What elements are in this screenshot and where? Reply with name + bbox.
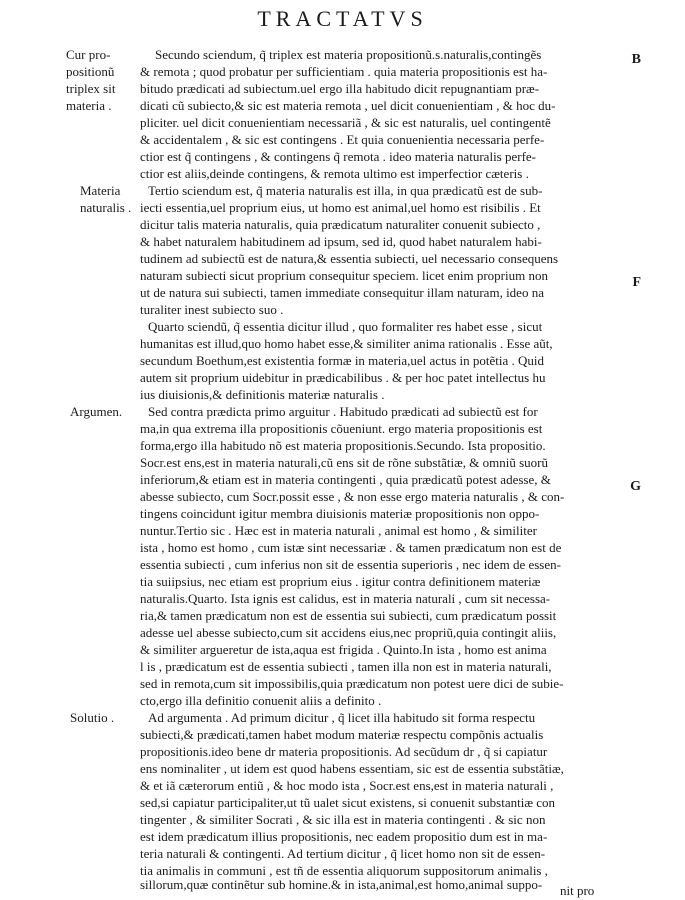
text-line: essentia subiecti , cum inferius non sit de essentia superioris , nec idem de essen-	[140, 557, 561, 572]
text-line: Quarto sciendũ, q̃ essentia dicitur illud , quo formaliter res habet esse , sicut	[148, 319, 543, 334]
text-line: subiecti,& prædicati,tamen habet modum materiæ respectu compõnis actualis	[140, 727, 544, 742]
text-line: & remota ; quod probatur per sufficientiam . quia materia propositionis est ha-	[140, 64, 548, 79]
text-line: Socr.est ens,est in materia naturali,cũ ens sit de rõne substãtiæ, & omniũ suorũ	[140, 455, 548, 470]
text-line: iecti essentia,uel proprium eius, ut homo est animal,uel homo est risibilis . Et	[140, 200, 541, 215]
text-line: tingenter , & similiter Socrati , & sic illa est in materia contingenti . & sic non	[140, 812, 546, 827]
text-line: Secundo sciendum, q̃ triplex est materia propositionũ.s.naturalis,contingẽs	[155, 47, 542, 62]
text-line: est idem prædicatum illius propositionis, nec eadem propositio dum est in ma-	[140, 829, 548, 844]
text-line: naturalis.Quarto. Ista ignis est calidus, est in materia naturali , cum sit necessa-	[140, 591, 551, 606]
running-header: TRACTATVS	[257, 6, 428, 31]
marginal-note-line: positionũ	[66, 64, 115, 79]
marginal-note-line: Materia	[80, 183, 121, 198]
text-line: inferiorum,& etiam est in materia contingenti , quia prædicatũ potest adesse, &	[140, 472, 551, 487]
text-line: ens nominaliter , ut idem est quod habens essentiam, sic est de essentia substãtiæ,	[140, 761, 564, 776]
text-line: adesse uel abesse subiecto,cum sit accidens eius,nec propriũ,quia contingit aliis,	[140, 625, 557, 640]
text-line: ista , homo est homo , cum istæ sint necessariæ . & tamen prædicatum non est de	[140, 540, 562, 555]
text-line: Ad argumenta . Ad primum dicitur , q̃ licet illa habitudo sit forma respectu	[148, 710, 536, 725]
text-line: Sed contra prædicta primo arguitur . Habitudo prædicati ad subiectũ est for	[148, 404, 538, 419]
text-line: bitudo prædicati ad subiectum.uel ergo illa habitudo dicit repugnantiam præ-	[140, 81, 540, 96]
text-line: ut de natura sui subiecti, tamen immediate consequitur illam naturam, ideo na	[140, 285, 544, 300]
text-line: pliciter. uel dicit conuenientiam necessariã , & sic est naturalis, uel contingentẽ	[140, 115, 551, 130]
margin-letter-b: B	[631, 52, 641, 67]
marginal-note-line: triplex sit	[66, 81, 116, 96]
marginal-note-line: naturalis .	[80, 200, 132, 215]
margin-letter-g: G	[630, 479, 641, 494]
text-line: naturam subiecti sicut proprium consequitur speciem. licet enim proprium non	[140, 268, 548, 283]
text-line: dicitur talis materia naturalis, quia prædicatum naturaliter conuenit subiecto ,	[140, 217, 541, 232]
text-line: & accidentalem , & sic est contingens . Et quia conuenientia necessaria perfe-	[140, 132, 545, 147]
text-line: ius diuisionis,& definitionis materiæ naturalis .	[140, 387, 385, 402]
text-line: dicati cũ subiecto,& sic est materia remota , uel dicit conuenientiam , & hoc du-	[140, 98, 556, 113]
text-line: Tertio sciendum est, q̃ materia naturalis est illa, in qua prædicatũ est de sub-	[148, 183, 543, 198]
marginal-note-line: Solutio .	[70, 710, 115, 725]
text-line: forma,ergo illa habitudo nõ est materia propositionis.Secundo. Ista propositio.	[140, 438, 546, 453]
text-line: abesse subiecto, cum Socr.possit esse , & non esse ergo materia naturalis , & con-	[140, 489, 565, 504]
marginal-note-line: Argumen.	[70, 404, 123, 419]
margin-letter-f: F	[632, 275, 641, 290]
catchword: nit pro	[560, 883, 595, 898]
text-line: sillorum,quæ continẽtur sub homine.& in ista,animal,est homo,animal suppo-	[140, 877, 543, 892]
text-line: nuntur.Tertio sic . Hæc est in materia naturali , animal est homo , & similiter	[140, 523, 537, 538]
text-line: teria naturali & contingenti. Ad tertium dicitur , q̃ licet homo non sit de essen-	[140, 846, 546, 861]
text-line: sed,si capiatur participaliter,ut tũ ualet sicut existens, si conuenit substantiæ con	[140, 795, 556, 810]
text-line: sed in remota,cum sit impossibilis,quia prædicatum non potest uere dici de subie-	[140, 676, 564, 691]
text-line: tudinem ad subiectũ est de natura,& essentia subiecti, uel necessario consequens	[140, 251, 559, 266]
text-line: propositionis.ideo bene dr materia propositionis. Ad secũdum dr , q̃ si capiatur	[140, 744, 548, 759]
text-line: & habet naturalem habitudinem ad ipsum, sed id, quod habet naturalem habi-	[140, 234, 542, 249]
text-line: ctior est q̃ contingens , & contingens q̃ remota . ideo materia naturalis perfe-	[140, 149, 537, 164]
text-line: & similiter argueretur de ista,aqua est frigida . Quinto.In ista , homo est anima	[140, 642, 547, 657]
marginal-note-line: Cur pro-	[66, 47, 111, 62]
text-line: l is , prædicatum est de essentia subiecti , tamen illa non est in materia naturali,	[140, 659, 552, 674]
text-line: ma,in qua extrema illa propositionis cõueniunt. ergo materia propositionis est	[140, 421, 543, 436]
text-line: tingens coincidunt igitur membra diuisionis materiæ propositionis non oppo-	[140, 506, 540, 521]
marginal-note-line: materia .	[66, 98, 112, 113]
text-line: secundum Boethum,est existentia formæ in materia,uel actus in potẽtia . Quid	[140, 353, 544, 368]
text-line: & et iã cæterorum entiũ , & hoc modo ista , Socr.est ens,est in materia naturali ,	[140, 778, 554, 793]
text-line: ria,& tamen prædicatum non est de essentia sui subiecti, cum prædicatum possit	[140, 608, 557, 623]
text-line: cto,ergo illa definitio conuenit aliis a definito .	[140, 693, 382, 708]
text-line: humanitas est illud,quo homo habet esse,& similiter anima rationalis . Esse aũt,	[140, 336, 553, 351]
text-line: ctior est aliis,deinde contingens, & remota ultimo est imperfectior cæteris .	[140, 166, 529, 181]
text-line: tia animalis in communi , est tñ de essentia aliquorum suppositorum animalis ,	[140, 863, 548, 878]
text-line: turaliter inest subiecto suo .	[140, 302, 284, 317]
text-line: autem sit proprium uidebitur in prædicabilibus . & per hoc patet intellectus hu	[140, 370, 546, 385]
text-line: tia suiipsius, nec etiam est proprium eius . igitur contra definitionem materiæ	[140, 574, 541, 589]
